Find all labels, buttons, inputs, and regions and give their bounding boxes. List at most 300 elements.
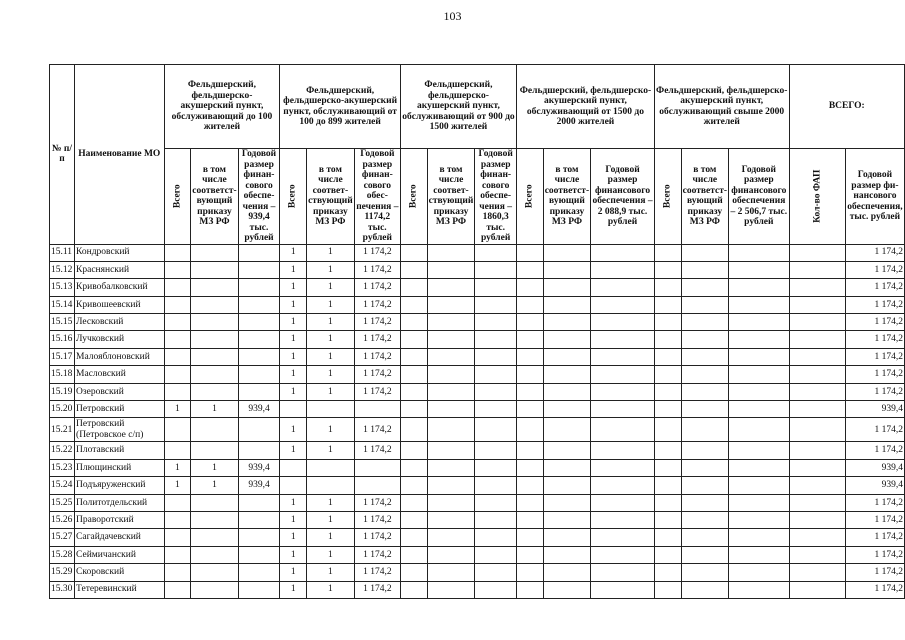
table-row: [50, 494, 905, 511]
empty-cell: [681, 418, 728, 442]
g1-incl: [191, 581, 238, 598]
header-vsego-2: [280, 149, 307, 245]
empty-cell: [475, 494, 517, 511]
g1-vsego: [164, 494, 191, 511]
table-row: [50, 477, 905, 494]
header-group-2: Фельдшерский, фельдшерско-акушерский пункт, обслуживающий от 100 до 899 жителей: [280, 65, 401, 149]
empty-cell: [729, 581, 790, 598]
g2-incl: 1: [307, 279, 355, 296]
g2-vsego: 1: [280, 261, 307, 278]
empty-cell: [475, 331, 517, 348]
g2-vsego: 1: [280, 244, 307, 261]
g2-size: 1 174,2: [354, 314, 400, 331]
empty-cell: [729, 244, 790, 261]
kol-fap-cell: [789, 459, 845, 476]
empty-cell: [400, 366, 427, 383]
table-row: [50, 418, 905, 442]
row-num: 15.26: [50, 511, 75, 528]
row-num: 15.20: [50, 401, 75, 418]
header-size-3: Годовой размер финан-сового обеспе-чения – 1860,3 тыс. рублей: [475, 149, 517, 245]
g2-size: 1 174,2: [354, 261, 400, 278]
g2-size: 1 174,2: [354, 418, 400, 442]
g1-incl: [191, 418, 238, 442]
empty-cell: [654, 348, 681, 365]
header-group-4: Фельдшерский, фельдшерско-акушерский пункт, обслуживающий от 1500 до 2000 жителей: [516, 65, 654, 149]
row-name: Подъяруженский: [75, 477, 165, 494]
empty-cell: [543, 511, 590, 528]
g2-size: 1 174,2: [354, 442, 400, 459]
g1-incl: [191, 442, 238, 459]
g2-vsego: 1: [280, 314, 307, 331]
g2-vsego: 1: [280, 296, 307, 313]
row-total: 1 174,2: [845, 494, 904, 511]
g1-vsego: 1: [164, 459, 191, 476]
row-total: 1 174,2: [845, 383, 904, 400]
empty-cell: [729, 529, 790, 546]
header-size-2: Годовой размер финан-сового обес-печения – 1174,2 тыс. рублей: [356, 149, 399, 243]
empty-cell: [654, 244, 681, 261]
empty-cell: [681, 546, 728, 563]
row-total: 1 174,2: [845, 418, 904, 442]
g1-incl: 1: [191, 477, 238, 494]
g1-size: [238, 581, 280, 598]
g2-incl: [307, 477, 355, 494]
g2-vsego: 1: [280, 366, 307, 383]
table-row: [50, 366, 905, 383]
empty-cell: [475, 244, 517, 261]
g2-incl: 1: [307, 244, 355, 261]
g2-incl: [307, 459, 355, 476]
empty-cell: [475, 296, 517, 313]
empty-cell: [475, 279, 517, 296]
empty-cell: [427, 331, 475, 348]
row-name: Праворотский: [75, 511, 165, 528]
g1-size: [238, 314, 280, 331]
header-vsego-5-text: Всего: [662, 184, 673, 209]
header-vsego-5: [654, 149, 681, 245]
empty-cell: [475, 564, 517, 581]
empty-cell: [681, 511, 728, 528]
table-row: [50, 296, 905, 313]
g1-size: [238, 331, 280, 348]
kol-fap-cell: [789, 279, 845, 296]
empty-cell: [654, 494, 681, 511]
g1-vsego: [164, 244, 191, 261]
empty-cell: [475, 529, 517, 546]
header-incl-4: в том числе соответст-вующий приказу МЗ РФ: [543, 149, 590, 245]
empty-cell: [427, 459, 475, 476]
empty-cell: [427, 383, 475, 400]
table-row: [50, 261, 905, 278]
empty-cell: [591, 383, 655, 400]
empty-cell: [516, 348, 543, 365]
empty-cell: [400, 511, 427, 528]
empty-cell: [516, 564, 543, 581]
empty-cell: [516, 244, 543, 261]
header-size-5: Годовой размер финансового обеспечения – 2 506,7 тыс. рублей: [729, 149, 790, 245]
table-row: [50, 581, 905, 598]
empty-cell: [427, 581, 475, 598]
empty-cell: [729, 494, 790, 511]
row-name: Кривобалковский: [75, 279, 165, 296]
empty-cell: [729, 442, 790, 459]
empty-cell: [475, 314, 517, 331]
row-num: 15.13: [50, 279, 75, 296]
empty-cell: [543, 459, 590, 476]
table-row: [50, 331, 905, 348]
empty-cell: [654, 529, 681, 546]
g2-vsego: 1: [280, 348, 307, 365]
g2-size: 1 174,2: [354, 383, 400, 400]
empty-cell: [543, 477, 590, 494]
empty-cell: [516, 279, 543, 296]
g1-vsego: [164, 581, 191, 598]
row-total: 1 174,2: [845, 366, 904, 383]
g1-size: [238, 511, 280, 528]
row-total: 939,4: [845, 477, 904, 494]
g2-size: 1 174,2: [354, 331, 400, 348]
table-row: [50, 546, 905, 563]
kol-fap-cell: [789, 494, 845, 511]
g2-vsego: 1: [280, 442, 307, 459]
empty-cell: [427, 511, 475, 528]
empty-cell: [591, 459, 655, 476]
empty-cell: [427, 244, 475, 261]
g2-vsego: 1: [280, 511, 307, 528]
empty-cell: [591, 494, 655, 511]
empty-cell: [516, 314, 543, 331]
row-name: Масловский: [75, 366, 165, 383]
empty-cell: [543, 418, 590, 442]
empty-cell: [591, 401, 655, 418]
g1-vsego: [164, 366, 191, 383]
empty-cell: [654, 401, 681, 418]
g2-size: 1 174,2: [354, 279, 400, 296]
g2-vsego: [280, 477, 307, 494]
empty-cell: [681, 477, 728, 494]
empty-cell: [681, 279, 728, 296]
g2-size: 1 174,2: [354, 494, 400, 511]
empty-cell: [681, 459, 728, 476]
empty-cell: [516, 581, 543, 598]
empty-cell: [516, 442, 543, 459]
g1-vsego: [164, 442, 191, 459]
header-vsego-2-text: Всего: [287, 184, 298, 209]
g2-size: [354, 459, 400, 476]
empty-cell: [543, 348, 590, 365]
table-row: [50, 279, 905, 296]
empty-cell: [591, 477, 655, 494]
empty-cell: [543, 261, 590, 278]
empty-cell: [475, 459, 517, 476]
g2-incl: 1: [307, 348, 355, 365]
g1-vsego: [164, 348, 191, 365]
empty-cell: [591, 564, 655, 581]
empty-cell: [681, 529, 728, 546]
kol-fap-cell: [789, 418, 845, 442]
g2-size: 1 174,2: [354, 511, 400, 528]
empty-cell: [654, 511, 681, 528]
empty-cell: [427, 401, 475, 418]
g1-size: [238, 564, 280, 581]
empty-cell: [543, 366, 590, 383]
g2-incl: 1: [307, 314, 355, 331]
kol-fap-cell: [789, 261, 845, 278]
row-total: 1 174,2: [845, 529, 904, 546]
g1-incl: [191, 314, 238, 331]
empty-cell: [729, 418, 790, 442]
header-incl-3: в том числе соответ-ствующий приказу МЗ РФ: [427, 149, 475, 245]
empty-cell: [654, 366, 681, 383]
g2-incl: 1: [307, 366, 355, 383]
row-total: 939,4: [845, 459, 904, 476]
empty-cell: [543, 564, 590, 581]
g1-vsego: [164, 564, 191, 581]
empty-cell: [475, 261, 517, 278]
header-kol-fap-text: Кол-во ФАП: [811, 169, 822, 223]
g2-vsego: 1: [280, 581, 307, 598]
empty-cell: [427, 442, 475, 459]
row-name: Кондровский: [75, 244, 165, 261]
empty-cell: [654, 459, 681, 476]
row-name: Малояблоновский: [75, 348, 165, 365]
g2-incl: 1: [307, 383, 355, 400]
empty-cell: [475, 348, 517, 365]
empty-cell: [475, 477, 517, 494]
g2-vsego: 1: [280, 383, 307, 400]
row-name: Политотдельский: [75, 494, 165, 511]
g1-incl: [191, 244, 238, 261]
kol-fap-cell: [789, 383, 845, 400]
kol-fap-cell: [789, 296, 845, 313]
empty-cell: [400, 477, 427, 494]
empty-cell: [591, 511, 655, 528]
g2-size: 1 174,2: [354, 348, 400, 365]
g2-incl: 1: [307, 529, 355, 546]
row-num: 15.19: [50, 383, 75, 400]
empty-cell: [729, 331, 790, 348]
empty-cell: [591, 366, 655, 383]
empty-cell: [681, 261, 728, 278]
empty-cell: [543, 401, 590, 418]
empty-cell: [729, 296, 790, 313]
g1-vsego: [164, 331, 191, 348]
empty-cell: [543, 546, 590, 563]
row-total: 1 174,2: [845, 546, 904, 563]
empty-cell: [400, 296, 427, 313]
empty-cell: [400, 383, 427, 400]
g2-vsego: 1: [280, 529, 307, 546]
empty-cell: [729, 348, 790, 365]
g1-incl: 1: [191, 401, 238, 418]
g1-size: [238, 383, 280, 400]
row-total: 1 174,2: [845, 581, 904, 598]
empty-cell: [681, 401, 728, 418]
row-name: Краснянский: [75, 261, 165, 278]
empty-cell: [427, 348, 475, 365]
row-num: 15.21: [50, 418, 75, 442]
empty-cell: [400, 401, 427, 418]
kol-fap-cell: [789, 511, 845, 528]
empty-cell: [729, 401, 790, 418]
table-row: [50, 401, 905, 418]
g2-incl: 1: [307, 511, 355, 528]
table-row: [50, 314, 905, 331]
g1-vsego: [164, 279, 191, 296]
g2-incl: 1: [307, 331, 355, 348]
empty-cell: [543, 331, 590, 348]
table-row: [50, 383, 905, 400]
row-name: Озеровский: [75, 383, 165, 400]
empty-cell: [654, 581, 681, 598]
header-incl-5: в том числе соответст-вующий приказу МЗ РФ: [681, 149, 728, 245]
row-num: 15.23: [50, 459, 75, 476]
table-row: [50, 564, 905, 581]
g1-size: [238, 546, 280, 563]
empty-cell: [400, 279, 427, 296]
kol-fap-cell: [789, 546, 845, 563]
g2-size: [354, 401, 400, 418]
row-num: 15.12: [50, 261, 75, 278]
empty-cell: [427, 261, 475, 278]
row-num: 15.11: [50, 244, 75, 261]
empty-cell: [543, 494, 590, 511]
row-name: Кривошеевский: [75, 296, 165, 313]
empty-cell: [729, 459, 790, 476]
empty-cell: [516, 296, 543, 313]
empty-cell: [591, 279, 655, 296]
row-total: 1 174,2: [845, 348, 904, 365]
empty-cell: [400, 442, 427, 459]
g1-incl: [191, 279, 238, 296]
row-num: 15.30: [50, 581, 75, 598]
header-vsego-1-text: Всего: [172, 184, 183, 209]
kol-fap-cell: [789, 529, 845, 546]
row-total: 1 174,2: [845, 331, 904, 348]
empty-cell: [591, 244, 655, 261]
empty-cell: [516, 418, 543, 442]
row-num: 15.25: [50, 494, 75, 511]
header-vsego-3: [400, 149, 427, 245]
empty-cell: [681, 564, 728, 581]
empty-cell: [654, 564, 681, 581]
g1-size: [238, 529, 280, 546]
g1-incl: [191, 366, 238, 383]
empty-cell: [427, 494, 475, 511]
row-name: Сагайдачевский: [75, 529, 165, 546]
row-name: Петровский: [75, 401, 165, 418]
header-group-3: Фельдшерский, фельдшерско-акушерский пункт, обслуживающий от 900 до 1500 жителей: [400, 65, 516, 149]
empty-cell: [475, 442, 517, 459]
row-total: 1 174,2: [845, 442, 904, 459]
empty-cell: [516, 383, 543, 400]
table-row: [50, 442, 905, 459]
empty-cell: [427, 296, 475, 313]
kol-fap-cell: [789, 348, 845, 365]
kol-fap-cell: [789, 477, 845, 494]
empty-cell: [475, 581, 517, 598]
empty-cell: [516, 477, 543, 494]
g1-size: [238, 261, 280, 278]
g1-incl: [191, 564, 238, 581]
empty-cell: [543, 529, 590, 546]
empty-cell: [427, 418, 475, 442]
row-name: Лесковский: [75, 314, 165, 331]
empty-cell: [400, 529, 427, 546]
kol-fap-cell: [789, 331, 845, 348]
g1-vsego: [164, 546, 191, 563]
header-vsego-4-text: Всего: [524, 184, 535, 209]
empty-cell: [543, 581, 590, 598]
row-total: 1 174,2: [845, 279, 904, 296]
empty-cell: [654, 546, 681, 563]
empty-cell: [681, 581, 728, 598]
g2-vsego: 1: [280, 418, 307, 442]
empty-cell: [400, 581, 427, 598]
header-num: № п/п: [50, 65, 75, 245]
empty-cell: [516, 546, 543, 563]
empty-cell: [681, 314, 728, 331]
empty-cell: [516, 511, 543, 528]
row-name: Плотавский: [75, 442, 165, 459]
table-row: [50, 244, 905, 261]
kol-fap-cell: [789, 564, 845, 581]
row-num: 15.18: [50, 366, 75, 383]
empty-cell: [400, 564, 427, 581]
empty-cell: [681, 348, 728, 365]
row-num: 15.27: [50, 529, 75, 546]
empty-cell: [400, 244, 427, 261]
g1-vsego: [164, 529, 191, 546]
empty-cell: [729, 546, 790, 563]
g1-vsego: [164, 296, 191, 313]
g1-vsego: 1: [164, 401, 191, 418]
row-name: Петровский (Петровское с/п): [75, 418, 165, 442]
empty-cell: [516, 401, 543, 418]
empty-cell: [591, 546, 655, 563]
g2-incl: 1: [307, 261, 355, 278]
g1-vsego: [164, 314, 191, 331]
empty-cell: [729, 383, 790, 400]
kol-fap-cell: [789, 314, 845, 331]
g1-incl: [191, 348, 238, 365]
empty-cell: [427, 546, 475, 563]
empty-cell: [475, 546, 517, 563]
header-size-1: Годовой размер финан-сового обеспе-чения – 939,4 тыс. рублей: [238, 149, 280, 245]
g2-vsego: [280, 459, 307, 476]
empty-cell: [681, 383, 728, 400]
empty-cell: [654, 442, 681, 459]
g1-vsego: [164, 383, 191, 400]
empty-cell: [591, 581, 655, 598]
empty-cell: [543, 296, 590, 313]
empty-cell: [591, 418, 655, 442]
empty-cell: [427, 564, 475, 581]
g1-incl: [191, 331, 238, 348]
empty-cell: [400, 459, 427, 476]
empty-cell: [400, 546, 427, 563]
g2-size: 1 174,2: [354, 244, 400, 261]
empty-cell: [654, 314, 681, 331]
header-incl-2: в том числе соответ-ствующий приказу МЗ РФ: [307, 149, 355, 245]
empty-cell: [591, 331, 655, 348]
row-name: Сеймичанский: [75, 546, 165, 563]
g1-size: [238, 442, 280, 459]
empty-cell: [475, 401, 517, 418]
g1-size: [238, 296, 280, 313]
row-num: 15.22: [50, 442, 75, 459]
row-name: Скоровский: [75, 564, 165, 581]
